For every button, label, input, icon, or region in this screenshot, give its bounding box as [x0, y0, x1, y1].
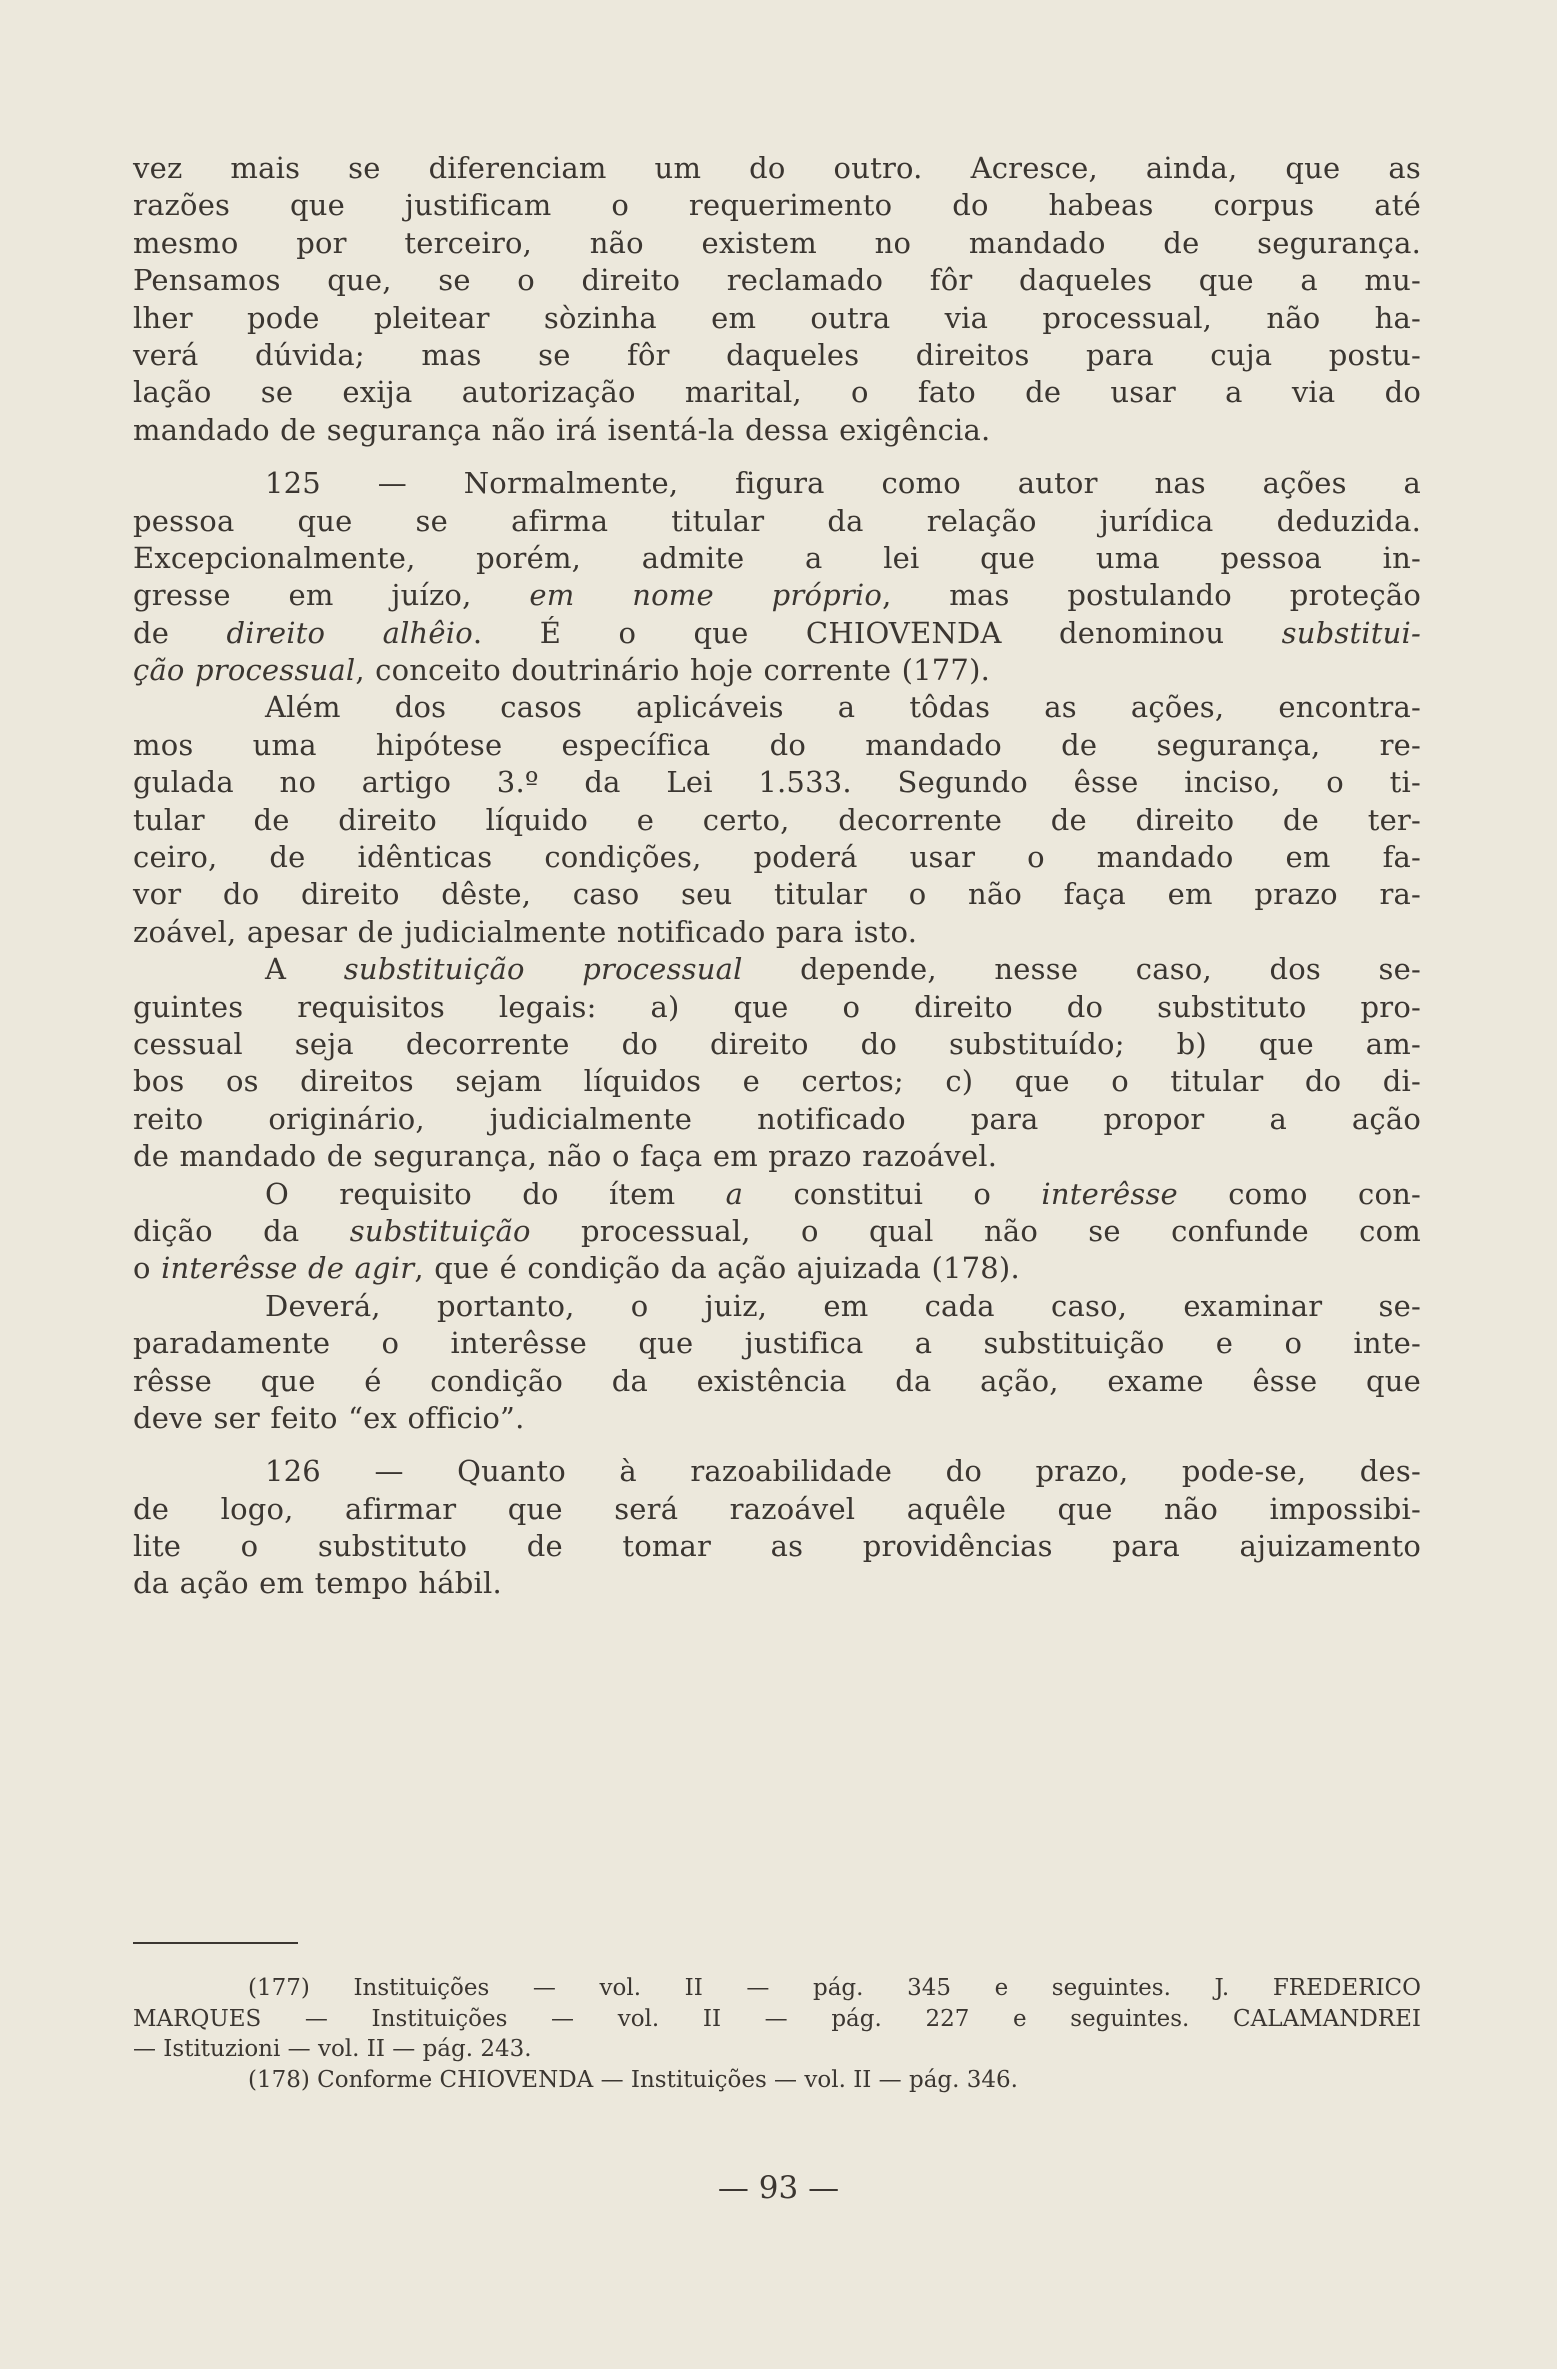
text-line: mandado de segurança não irá isentá-la dessa exigência.: [133, 412, 991, 447]
text-line: vor do direito dêste, caso seu titular o não faça em prazo ra-: [133, 877, 1421, 912]
paragraph: [133, 1288, 1421, 1438]
footnote-separator: [133, 1942, 298, 1944]
text-line: Além dos casos aplicáveis a tôdas as ações, encontra-: [265, 690, 1421, 725]
text-line: zoável, apesar de judicialmente notificado para isto.: [133, 914, 918, 949]
footnote-line: MARQUES — Instituições — vol. II — pág. 227 e seguintes. CALAMANDREI: [133, 2005, 1421, 2032]
italic-term: a: [725, 1176, 744, 1211]
section-heading-line: 125 — Normalmente, figura como autor nas ações a: [265, 466, 1421, 501]
text-line: razões que justificam o requerimento do habeas corpus até: [133, 188, 1421, 223]
italic-term: substituição processual: [343, 952, 743, 987]
text-line: de logo, afirmar que será razoável aquêle que não impossibi-: [133, 1491, 1421, 1526]
text-line: vez mais se diferenciam um do outro. Acresce, ainda, que as: [133, 151, 1421, 185]
text-line: cessual seja decorrente do direito do substituído; b) que am-: [133, 1026, 1421, 1061]
italic-term: substituição: [349, 1213, 531, 1248]
section-125-paragraph: [133, 465, 1421, 689]
footnote-line: (177) Instituições — vol. II — pág. 345 e seguintes. J. FREDERICO: [248, 1975, 1421, 2001]
text-line: da ação em tempo hábil.: [133, 1566, 502, 1601]
italic-term: em nome próprio: [529, 578, 883, 613]
text-line: O requisito do ítem a constitui o interêsse como con-: [265, 1176, 1421, 1211]
section-heading-line: 126 — Quanto à razoabilidade do prazo, pode-se, des-: [265, 1454, 1421, 1489]
italic-term: interêsse de agir: [161, 1251, 415, 1286]
section-126-paragraph: [133, 1453, 1421, 1603]
text-line: o interêsse de agir, que é condição da ação ajuizada (178).: [133, 1251, 1020, 1286]
text-line: mos uma hipótese específica do mandado de segurança, re-: [133, 727, 1421, 762]
footnote-178: [133, 2065, 1421, 2096]
text-line: deve ser feito “ex officio”.: [133, 1400, 525, 1435]
footnotes: [133, 1973, 1421, 2095]
text-line: gulada no artigo 3.º da Lei 1.533. Segundo êsse inciso, o ti-: [133, 765, 1421, 800]
text-line: Deverá, portanto, o juiz, em cada caso, examinar se-: [265, 1288, 1421, 1323]
page-number: — 93 —: [717, 2170, 840, 2206]
text-line: Excepcionalmente, porém, admite a lei que uma pessoa in-: [133, 540, 1421, 575]
text-line: lher pode pleitear sòzinha em outra via processual, não ha-: [133, 300, 1421, 335]
paragraph: [133, 1176, 1421, 1288]
text-line: guintes requisitos legais: a) que o direito do substituto pro-: [133, 989, 1421, 1024]
text-line: de direito alhêio. É o que CHIOVENDA denominou substitui-: [133, 615, 1421, 650]
paragraph: [133, 689, 1421, 951]
italic-term: ção processual: [133, 653, 356, 688]
paragraph-continuation: [133, 150, 1421, 449]
footnote-line: (178) Conforme CHIOVENDA — Instituições — vol. II — pág. 346.: [248, 2066, 1018, 2093]
footnote-line: — Istituzioni — vol. II — pág. 243.: [133, 2036, 532, 2062]
text-line: Pensamos que, se o direito reclamado fôr daqueles que a mu-: [133, 263, 1421, 298]
italic-term: substitui-: [1281, 615, 1421, 650]
text-line: gresse em juízo, em nome próprio, mas postulando proteção: [133, 578, 1421, 613]
text-line: lite o substituto de tomar as providências para ajuizamento: [133, 1529, 1421, 1564]
text-line: reito originário, judicialmente notificado para propor a ação: [133, 1101, 1421, 1136]
text-line: A substituição processual depende, nesse caso, dos se-: [265, 952, 1421, 987]
text-line: lação se exija autorização marital, o fato de usar a via do: [133, 375, 1421, 410]
text-line: bos os direitos sejam líquidos e certos; c) que o titular do di-: [133, 1064, 1421, 1099]
text-line: ção processual, conceito doutrinário hoje corrente (177).: [133, 653, 991, 688]
text-line: tular de direito líquido e certo, decorrente de direito de ter-: [133, 802, 1421, 837]
text-line: rêsse que é condição da existência da ação, exame êsse que: [133, 1363, 1421, 1398]
text-line: ceiro, de idênticas condições, poderá usar o mandado em fa-: [133, 840, 1421, 875]
italic-term: interêsse: [1041, 1176, 1178, 1211]
text-line: paradamente o interêsse que justifica a substituição e o inte-: [133, 1326, 1421, 1361]
footnote-177: [133, 1973, 1421, 2065]
text-line: dição da substituição processual, o qual não se confunde com: [133, 1213, 1421, 1248]
text-line: pessoa que se afirma titular da relação jurídica deduzida.: [133, 503, 1421, 538]
italic-term: direito alhêio: [226, 615, 473, 650]
text-line: mesmo por terceiro, não existem no mandado de segurança.: [133, 225, 1421, 260]
paragraph: [133, 951, 1421, 1175]
page-body: [133, 150, 1421, 1603]
text-line: de mandado de segurança, não o faça em prazo razoável.: [133, 1139, 998, 1174]
text-line: verá dúvida; mas se fôr daqueles direitos para cuja postu-: [133, 337, 1421, 372]
